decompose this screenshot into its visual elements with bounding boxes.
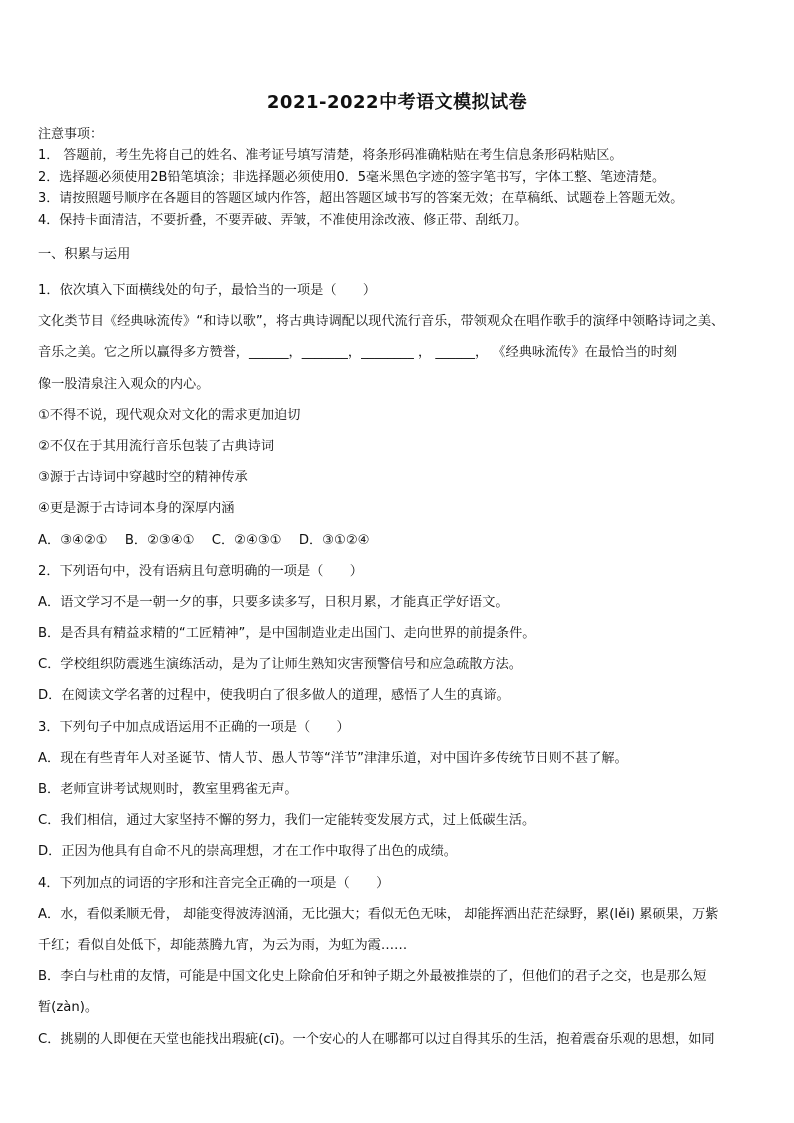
page-title: 2021-2022中考语文模拟试卷 bbox=[266, 92, 528, 113]
notice-block bbox=[38, 124, 758, 231]
option-line: C．挑剔的人即便在天堂也能找出瑕疵(cī)。一个安心的人在哪都可以过自得其乐的生活，抱着震奋乐观的思想，如同 bbox=[38, 1031, 715, 1047]
question-3-stem: 3．下列句子中加点成语运用不正确的一项是（ ） bbox=[38, 719, 350, 735]
option-line: A．水，看似柔顺无骨， 却能变得波涛汹涌，无比强大；看似无色无味， 却能挥洒出茫茫绿野，累(lěi) 累硕果，万紫 bbox=[38, 906, 719, 922]
question-3-option: B．老师宣讲考试规则时，教室里鸦雀无声。 bbox=[38, 782, 298, 798]
notice-item: 1． 答题前，考生先将自己的姓名、准考证号填写清楚，将条形码准确粘贴在考生信息条形码粘贴区。 bbox=[38, 148, 623, 164]
exam-body bbox=[38, 244, 760, 1055]
option-line: 暂(zàn)。 bbox=[38, 1000, 99, 1016]
question-1-choices: A．③④②① B．②③④① C．②④③① D．③①②④ bbox=[38, 532, 370, 548]
question-1-stem: 1．依次填入下面横线处的句子，最恰当的一项是（ ） bbox=[38, 283, 377, 298]
question-1-option: ①不得不说，现代观众对文化的需求更加迫切 bbox=[38, 407, 301, 423]
question-4-option bbox=[38, 1024, 760, 1055]
question-4-stem: 4．下列加点的词语的字形和注音完全正确的一项是（ ） bbox=[38, 875, 390, 891]
passage-line: 音乐之美。它之所以赢得多方赞誉，______，_______，________ ， ______， 《经典咏流传》在最恰当的时刻 bbox=[38, 345, 677, 361]
passage-line: 像一股清泉注入观众的内心。 bbox=[38, 376, 210, 392]
question-4-option bbox=[38, 899, 760, 961]
question-3-option: A．现在有些青年人对圣诞节、情人节、愚人节等“洋节”津津乐道，对中国许多传统节日则不甚了解。 bbox=[38, 750, 628, 766]
section-heading: 一、积累与运用 bbox=[38, 247, 131, 262]
option-line: 千红；看似自处低下，却能蒸腾九宵，为云为雨，为虹为霞…… bbox=[38, 938, 408, 953]
question-3-option: C．我们相信，通过大家坚持不懈的努力，我们一定能转变发展方式，过上低碳生活。 bbox=[38, 813, 536, 829]
question-2-option: A．语文学习不是一朝一夕的事，只要多读多写，日积月累，才能真正学好语文。 bbox=[38, 594, 509, 610]
passage-line: 文化类节目《经典咏流传》“和诗以歌”，将古典诗调配以现代流行音乐，带领观众在唱作歌手的演绎中领略诗词之美、 bbox=[38, 314, 725, 330]
notice-item: 4．保持卡面清洁，不要折叠，不要弄破、弄皱，不准使用涂改液、修正带、刮纸刀。 bbox=[38, 212, 528, 228]
question-3-option: D．正因为他具有自命不凡的崇高理想，才在工作中取得了出色的成绩。 bbox=[38, 844, 457, 860]
question-2-option: D．在阅读文学名著的过程中，使我明白了很多做人的道理，感悟了人生的真谛。 bbox=[38, 688, 510, 704]
question-1-option: ②不仅在于其用流行音乐包装了古典诗词 bbox=[38, 438, 275, 454]
notice-heading: 注意事项： bbox=[38, 127, 104, 142]
question-1-option: ④更是源于古诗词本身的深厚内涵 bbox=[38, 501, 235, 517]
notice-item: 2．选择题必须使用2B铅笔填涂；非选择题必须使用0．5毫米黑色字迹的签字笔书写，字体工整、笔迹清楚。 bbox=[38, 169, 666, 185]
question-2-option: C．学校组织防震逃生演练活动，是为了让师生熟知灾害预警信号和应急疏散方法。 bbox=[38, 657, 522, 673]
question-2-option: B．是否具有精益求精的“工匠精神”，是中国制造业走出国门、走向世界的前提条件。 bbox=[38, 626, 536, 642]
question-4-option bbox=[38, 961, 760, 1023]
notice-item: 3．请按照题号顺序在各题目的答题区域内作答，超出答题区域书写的答案无效；在草稿纸、试题卷上答题无效。 bbox=[38, 191, 684, 207]
question-1-option: ③源于古诗词中穿越时空的精神传承 bbox=[38, 470, 248, 486]
option-line: B．李白与杜甫的友情，可能是中国文化史上除俞伯牙和钟子期之外最被推崇的了，但他们的君子之交，也是那么短 bbox=[38, 969, 707, 985]
question-1-passage bbox=[38, 306, 760, 400]
question-2-stem: 2．下列语句中，没有语病且句意明确的一项是（ ） bbox=[38, 563, 363, 579]
